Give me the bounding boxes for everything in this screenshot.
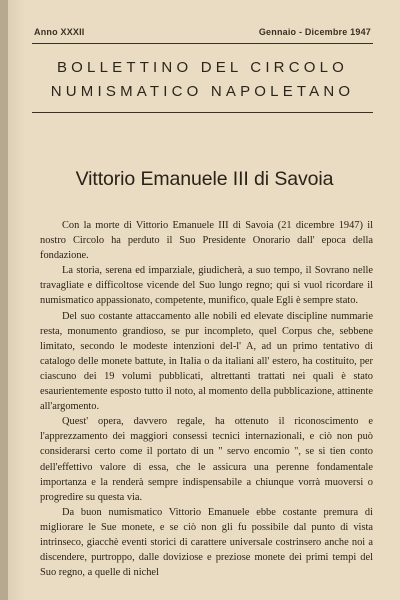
paragraph-2: La storia, serena ed imparziale, giudicherà, a suo tempo, il Sovrano nelle travagliate e difficoltose vicende del Suo lungo regno; qui si vuol ricordare il numismatico appassionato, competente, munifico, quale Egli è sempre stato.	[40, 265, 373, 307]
paragraph-1: Con la morte di Vittorio Emanuele III di Savoia (21 dicembre 1947) il nostro Circolo ha perduto il Suo Presidente Onorario dall' epoca della fondazione.	[40, 220, 373, 262]
article-title: Vittorio Emanuele III di Savoia	[75, 168, 334, 190]
paragraph-4: Quest' opera, davvero regale, ha ottenuto il riconoscimento e l'apprezzamento dei maggiori consessi tecnici internazionali, e ciò non può considerarsi certo come il portato di un " servo encomio ", se si tien conto dell'effettivo valore di essa, che le assicura una perenne fondamentale importanza e la renderà sempre indispensabile a chiunque vorrà muoversi o progredire su questa via.	[40, 416, 373, 503]
masthead-line-2: NUMISMATICO NAPOLETANO	[50, 83, 355, 100]
top-rule	[32, 43, 373, 44]
journal-page	[8, 0, 400, 600]
volume-label: Anno XXXII	[34, 27, 85, 37]
paragraph-3: Del suo costante attaccamento alle nobili ed elevate discipline nummarie resta, monumento grandioso, se pur incompleto, quel Corpus che, sebbene limitato, secondo le modeste intenzioni del-l' A, ad un primo tentativo di catalogo delle monete battute, in Italia o da italiani all' estero, ha costituito, per ciascuno dei 19 volumi pubblicati, altrettanti trattati nei quali è stato esaurientemente esposto tutto il noto, al momento della pubblicazione, attinente all'argomento.	[40, 310, 373, 413]
bottom-rule	[32, 112, 373, 113]
issue-period: Gennaio - Dicembre 1947	[258, 27, 371, 37]
article-body	[40, 218, 373, 580]
paragraph-5: Da buon numismatico Vittorio Emanuele ebbe costante premura di migliorare le Sue monete, e se ciò non gli fu possibile dal punto di vista intrinseco, giacchè eventi storici di carattere universale costrinsero anche noi a discendere, purtroppo, dalle doviziose e preziose monete dei primi tempi del Suo regno, a quelle di nichel	[40, 506, 373, 579]
masthead-line-1: BOLLETTINO DEL CIRCOLO	[56, 59, 349, 76]
